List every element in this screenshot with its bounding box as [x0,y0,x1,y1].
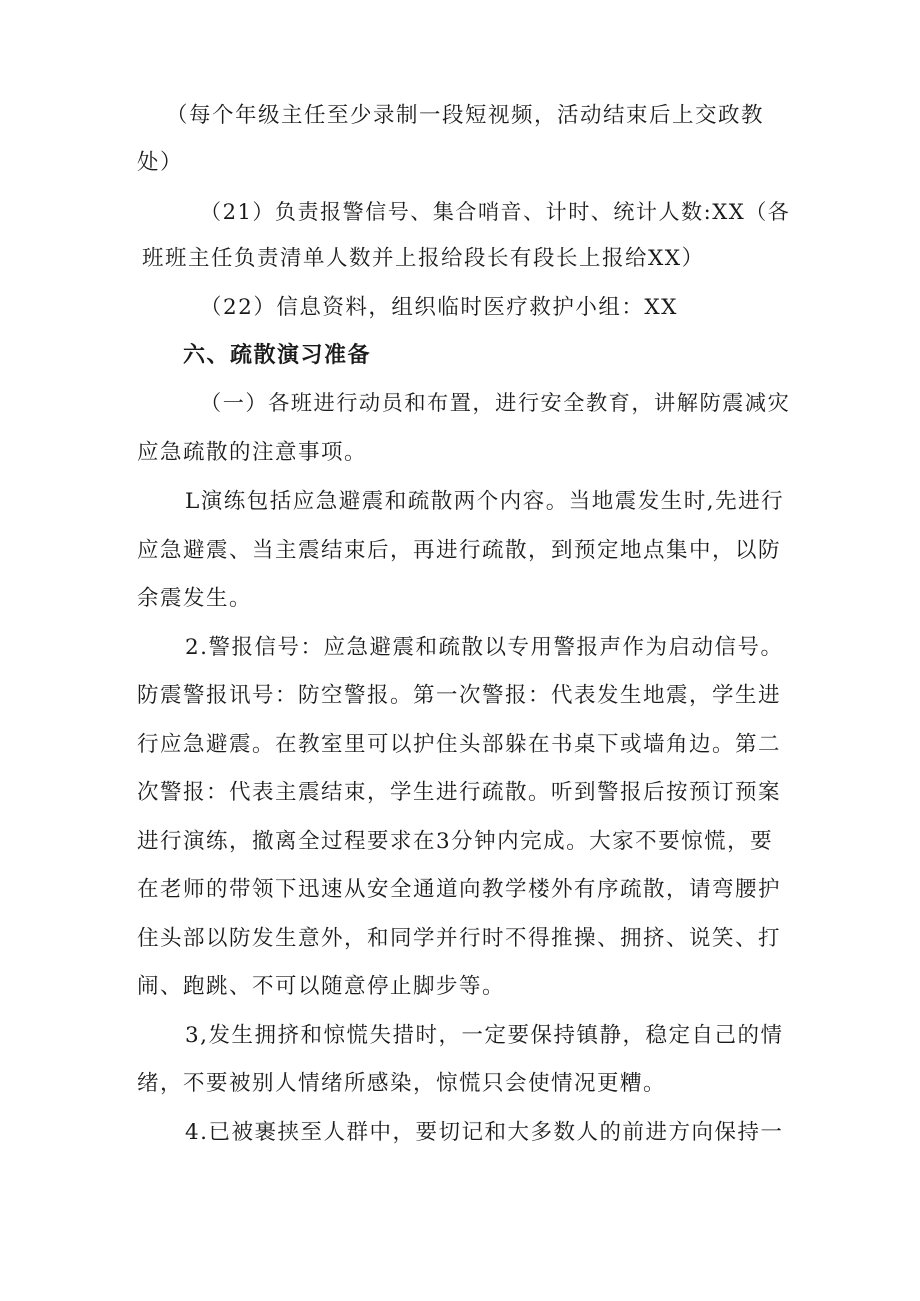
paragraph-video-note-line-1: （每个年级主任至少录制一段短视频，活动结束后上交政教 [166,103,765,128]
section-item-2-line-2: 防震警报讯号：防空警报。第一次警报：代表发生地震，学生进 [137,683,782,708]
section-item-3-line-1: 3,发生拥挤和惊慌失措时，一定要保持镇静，稳定自己的情 [185,1023,784,1048]
section-item-2-line-7: 住头部以防发生意外，和同学并行时不得推操、拥挤、说笑、打 [137,926,782,951]
section-item-4-line-1: 4.已被裹挟至人群中，要切记和大多数人的前进方向保持一 [185,1120,784,1145]
section-item-2-line-3: 行应急避震。在教室里可以护住头部躲在书桌下或墙角边。第二 [137,732,782,757]
section-item-1-line-2: 应急避震、当主震结束后，再进行疏散，到预定地点集中，以防 [137,538,782,563]
paragraph-21-line-1: （21）负责报警信号、集合哨音、计时、统计人数:XX（各 [200,199,791,224]
section-heading: 六、疏散演习准备 [183,343,372,368]
section-item-2-line-4: 次警报：代表主震结束，学生进行疏散。听到警报后按预订预案 [137,780,782,805]
section-item-2-line-6: 在老师的带领下迅速从安全通道向教学楼外有序疏散，请弯腰护 [137,877,782,902]
paragraph-video-note-line-2: 处） [137,150,184,175]
paragraph-22-line-1: （22）信息资料，组织临时医疗救护小组：XX [200,295,678,320]
section-item-3-line-2: 绪，不要被别人情绪所感染，惊慌只会使情况更糟。 [137,1071,667,1096]
paragraph-21-line-2: 班班主任负责清单人数并上报给段长有段长上报给XX） [142,246,705,271]
section-paragraph-1-line-1: （一）各班进行动员和布置，进行安全教育，讲解防震减灾 [200,391,791,416]
section-item-2-line-1: 2.警报信号：应急避震和疏散以专用警报声作为启动信号。 [185,635,784,660]
section-item-2-line-8: 闹、跑跳、不可以随意停止脚步等。 [137,974,506,999]
section-item-1-line-3: 余震发生。 [137,586,253,611]
section-item-2-line-5: 进行演练，撤离全过程要求在3分钟内完成。大家不要惊慌，要 [137,829,774,854]
section-item-1-line-1: L演练包括应急避震和疏散两个内容。当地震发生时,先进行 [185,489,785,514]
section-paragraph-1-line-2: 应急疏散的注意事项。 [137,440,368,465]
